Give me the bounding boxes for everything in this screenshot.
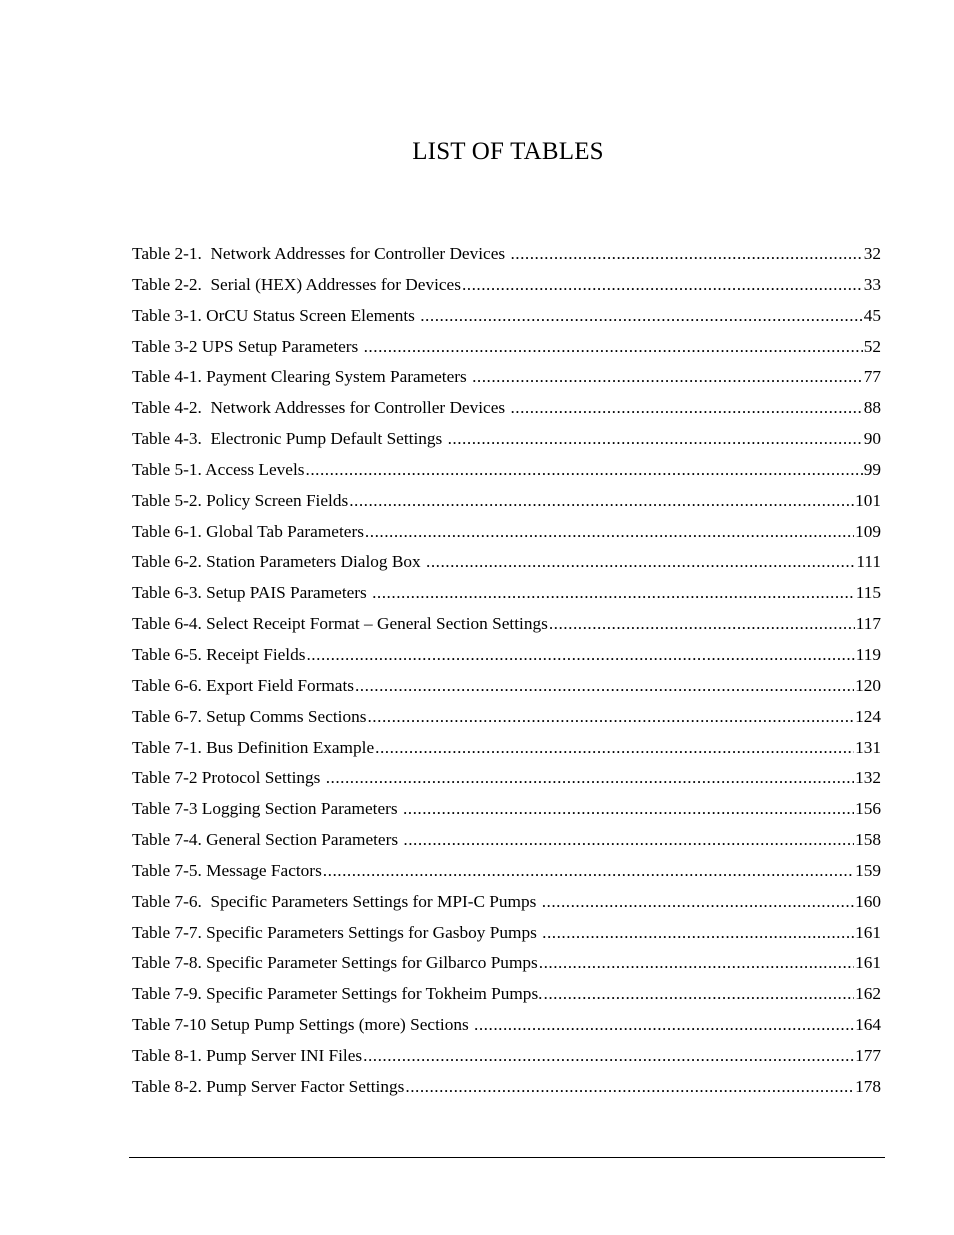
toc-entry-page-number: 52: [863, 336, 881, 356]
dot-leader: [544, 980, 855, 1008]
toc-entry-title: Table 7-2 Protocol Settings: [132, 768, 325, 788]
toc-entry-page-number: 119: [855, 644, 881, 664]
toc-entry-page-number: 33: [863, 274, 881, 294]
dot-leader: [542, 888, 854, 916]
dot-leader: [365, 518, 854, 546]
toc-entry-title: Table 4-1. Payment Clearing System Parameters: [132, 367, 472, 387]
toc-entry[interactable]: [132, 888, 881, 919]
toc-entry-page-number: 115: [855, 583, 881, 603]
toc-entry[interactable]: [132, 1042, 881, 1073]
toc-entry-page-number: 131: [855, 737, 881, 757]
toc-entry[interactable]: [132, 363, 881, 394]
toc-entry-title: Table 2-2. Serial (HEX) Addresses for Devices: [132, 274, 461, 294]
toc-entry[interactable]: [132, 425, 881, 456]
toc-entry-page-number: 177: [855, 1045, 881, 1065]
toc-entry-page-number: 162: [855, 984, 881, 1004]
toc-entry[interactable]: [132, 548, 881, 579]
toc-entry-page-number: 109: [855, 521, 881, 541]
toc-entry-page-number: 159: [855, 860, 881, 880]
dot-leader: [549, 610, 855, 638]
toc-entry-title: Table 7-5. Message Factors: [132, 860, 322, 880]
dot-leader: [539, 949, 854, 977]
toc-entry-title: Table 7-9. Specific Parameter Settings for Tokheim Pumps.: [132, 984, 543, 1004]
toc-entry[interactable]: [132, 394, 881, 425]
dot-leader: [542, 919, 854, 947]
footer-divider: [129, 1157, 885, 1158]
toc-entry[interactable]: [132, 919, 881, 950]
dot-leader: [510, 240, 862, 268]
toc-entry[interactable]: [132, 949, 881, 980]
toc-entry[interactable]: [132, 980, 881, 1011]
toc-entry-page-number: 101: [855, 490, 881, 510]
toc-entry[interactable]: [132, 271, 881, 302]
dot-leader: [510, 394, 862, 422]
toc-entry-page-number: 45: [863, 305, 881, 325]
toc-entry-page-number: 161: [855, 953, 881, 973]
toc-entry[interactable]: [132, 764, 881, 795]
toc-entry-page-number: 178: [855, 1076, 881, 1096]
toc-entry-title: Table 6-3. Setup PAIS Parameters: [132, 583, 372, 603]
toc-entry-title: Table 3-2 UPS Setup Parameters: [132, 336, 363, 356]
toc-entry[interactable]: [132, 579, 881, 610]
dot-leader: [448, 425, 863, 453]
toc-entry-title: Table 6-6. Export Field Formats: [132, 675, 354, 695]
list-of-tables: [132, 240, 881, 1104]
toc-entry[interactable]: [132, 826, 881, 857]
toc-entry[interactable]: [132, 518, 881, 549]
dot-leader: [420, 302, 862, 330]
dot-leader: [426, 548, 855, 576]
toc-entry-title: Table 5-2. Policy Screen Fields: [132, 490, 349, 510]
toc-entry[interactable]: [132, 610, 881, 641]
dot-leader: [472, 363, 863, 391]
toc-entry-title: Table 7-10 Setup Pump Settings (more) Sections: [132, 1015, 474, 1035]
toc-entry-title: Table 6-4. Select Receipt Format – General Section Settings: [132, 614, 548, 634]
dot-leader: [349, 487, 854, 515]
toc-entry-title: Table 6-2. Station Parameters Dialog Box: [132, 552, 425, 572]
toc-entry-title: Table 8-2. Pump Server Factor Settings: [132, 1076, 405, 1096]
dot-leader: [375, 734, 854, 762]
toc-entry-page-number: 117: [855, 614, 881, 634]
toc-entry[interactable]: [132, 1011, 881, 1042]
toc-entry-title: Table 7-4. General Section Parameters: [132, 830, 403, 850]
toc-entry-title: Table 5-1. Access Levels: [132, 459, 305, 479]
toc-entry-page-number: 77: [863, 367, 881, 387]
toc-entry[interactable]: [132, 240, 881, 271]
toc-entry-page-number: 99: [863, 459, 881, 479]
toc-entry-title: Table 4-2. Network Addresses for Controller Devices: [132, 398, 510, 418]
toc-entry-page-number: 160: [855, 891, 881, 911]
toc-entry-page-number: 90: [863, 429, 881, 449]
toc-entry-page-number: 124: [855, 706, 881, 726]
toc-entry[interactable]: [132, 672, 881, 703]
toc-entry-page-number: 120: [855, 675, 881, 695]
toc-entry-title: Table 7-8. Specific Parameter Settings for Gilbarco Pumps: [132, 953, 538, 973]
toc-entry-title: Table 8-1. Pump Server INI Files: [132, 1045, 363, 1065]
toc-entry-title: Table 6-7. Setup Comms Sections: [132, 706, 367, 726]
dot-leader: [306, 456, 863, 484]
toc-entry-page-number: 164: [855, 1015, 881, 1035]
dot-leader: [355, 672, 854, 700]
toc-entry-title: Table 7-6. Specific Parameters Settings for MPI-C Pumps: [132, 891, 541, 911]
toc-entry-page-number: 132: [855, 768, 881, 788]
toc-entry-page-number: 32: [863, 244, 881, 263]
dot-leader: [405, 1073, 854, 1101]
toc-entry-title: Table 3-1. OrCU Status Screen Elements: [132, 305, 420, 325]
dot-leader: [474, 1011, 854, 1039]
dot-leader: [403, 826, 854, 854]
toc-entry[interactable]: [132, 487, 881, 518]
toc-entry-page-number: 158: [855, 830, 881, 850]
toc-entry-title: Table 2-1. Network Addresses for Controller Devices: [132, 244, 510, 263]
toc-entry-page-number: 88: [863, 398, 881, 418]
toc-entry[interactable]: [132, 734, 881, 765]
dot-leader: [364, 333, 863, 361]
toc-entry[interactable]: [132, 857, 881, 888]
dot-leader: [326, 764, 854, 792]
toc-entry[interactable]: [132, 456, 881, 487]
toc-entry[interactable]: [132, 302, 881, 333]
toc-entry-title: Table 4-3. Electronic Pump Default Settings: [132, 429, 447, 449]
toc-entry[interactable]: [132, 1073, 881, 1104]
toc-entry-title: Table 7-1. Bus Definition Example: [132, 737, 375, 757]
dot-leader: [462, 271, 863, 299]
toc-entry[interactable]: [132, 333, 881, 364]
toc-entry-page-number: 161: [855, 922, 881, 942]
toc-entry-title: Table 6-1. Global Tab Parameters: [132, 521, 364, 541]
toc-entry-page-number: 111: [856, 552, 881, 572]
dot-leader: [372, 579, 855, 607]
page-title: LIST OF TABLES: [412, 138, 604, 165]
dot-leader: [367, 703, 854, 731]
dot-leader: [323, 857, 854, 885]
toc-entry[interactable]: [132, 641, 881, 672]
dot-leader: [403, 795, 854, 823]
toc-entry-title: Table 7-7. Specific Parameters Settings for Gasboy Pumps: [132, 922, 542, 942]
toc-entry[interactable]: [132, 795, 881, 826]
toc-entry-title: Table 6-5. Receipt Fields: [132, 644, 306, 664]
toc-entry-title: Table 7-3 Logging Section Parameters: [132, 799, 402, 819]
dot-leader: [306, 641, 854, 669]
toc-entry[interactable]: [132, 703, 881, 734]
toc-entry-page-number: 156: [855, 799, 881, 819]
dot-leader: [363, 1042, 854, 1070]
